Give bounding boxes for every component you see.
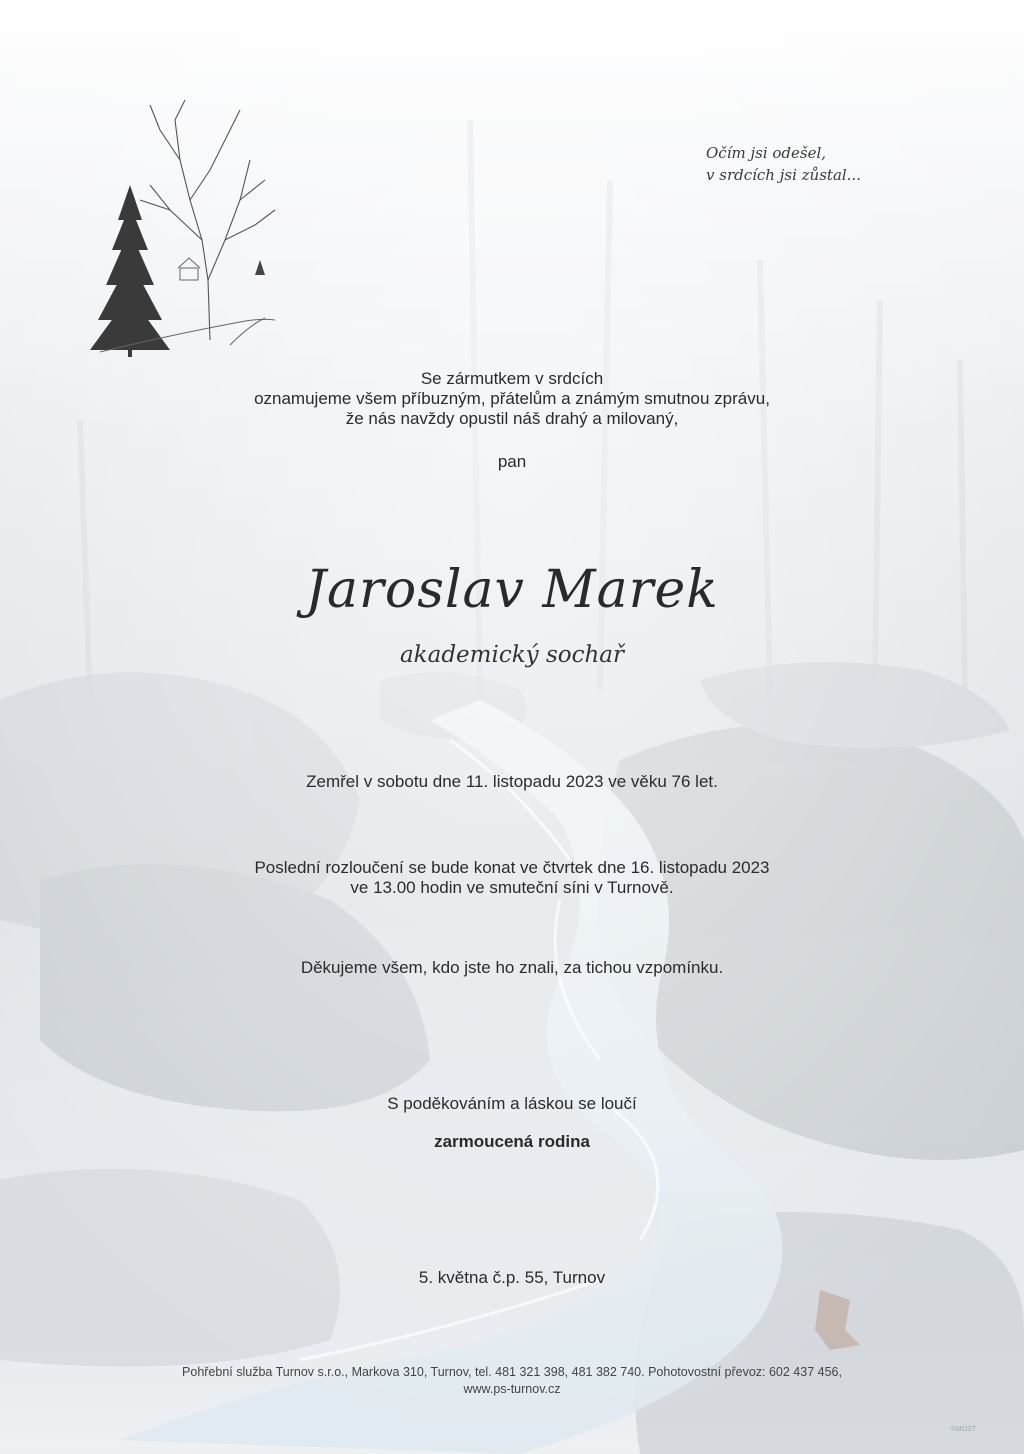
motto-line-1: Očím jsi odešel, bbox=[706, 144, 827, 162]
footer-line-1: Pohřební služba Turnov s.r.o., Markova 310, Turnov, tel. 481 321 398, 481 382 740. Pohotovostní převoz: 602 437 456, bbox=[182, 1365, 842, 1379]
salutation: pan bbox=[497, 452, 527, 471]
thanks-text: Děkujeme všem, kdo jste ho znali, za tichou vzpomínku. bbox=[300, 958, 724, 977]
copyright-mark: ©MOST bbox=[950, 1426, 976, 1433]
tree-sketch-illustration bbox=[80, 90, 280, 360]
farewell-line-1: Poslední rozloučení se bude konat ve čtvrtek dne 16. listopadu 2023 bbox=[254, 858, 770, 877]
deceased-name: Jaroslav Marek bbox=[305, 560, 719, 620]
family-address: 5. května č.p. 55, Turnov bbox=[418, 1268, 606, 1287]
intro-line-1: Se zármutkem v srdcích bbox=[420, 369, 604, 388]
intro-line-2: oznamujeme všem příbuzným, přátelům a známým smutnou zprávu, bbox=[254, 389, 770, 408]
intro-line-3: že nás navždy opustil náš drahý a milovaný, bbox=[345, 409, 679, 428]
motto bbox=[706, 142, 861, 186]
death-notice: Zemřel v sobotu dne 11. listopadu 2023 ve věku 76 let. bbox=[306, 772, 718, 791]
funeral-service-footer bbox=[0, 1364, 1024, 1398]
intro-text bbox=[0, 369, 1024, 429]
deceased-title: akademický sochař bbox=[399, 642, 625, 668]
footer-website: www.ps-turnov.cz bbox=[463, 1382, 561, 1396]
closing-line: S poděkováním a láskou se loučí bbox=[387, 1094, 637, 1113]
farewell-info bbox=[0, 858, 1024, 898]
family-signature: zarmoucená rodina bbox=[434, 1132, 590, 1151]
farewell-line-2: ve 13.00 hodin ve smuteční síni v Turnově. bbox=[350, 878, 674, 897]
motto-line-2: v srdcích jsi zůstal... bbox=[706, 166, 861, 184]
